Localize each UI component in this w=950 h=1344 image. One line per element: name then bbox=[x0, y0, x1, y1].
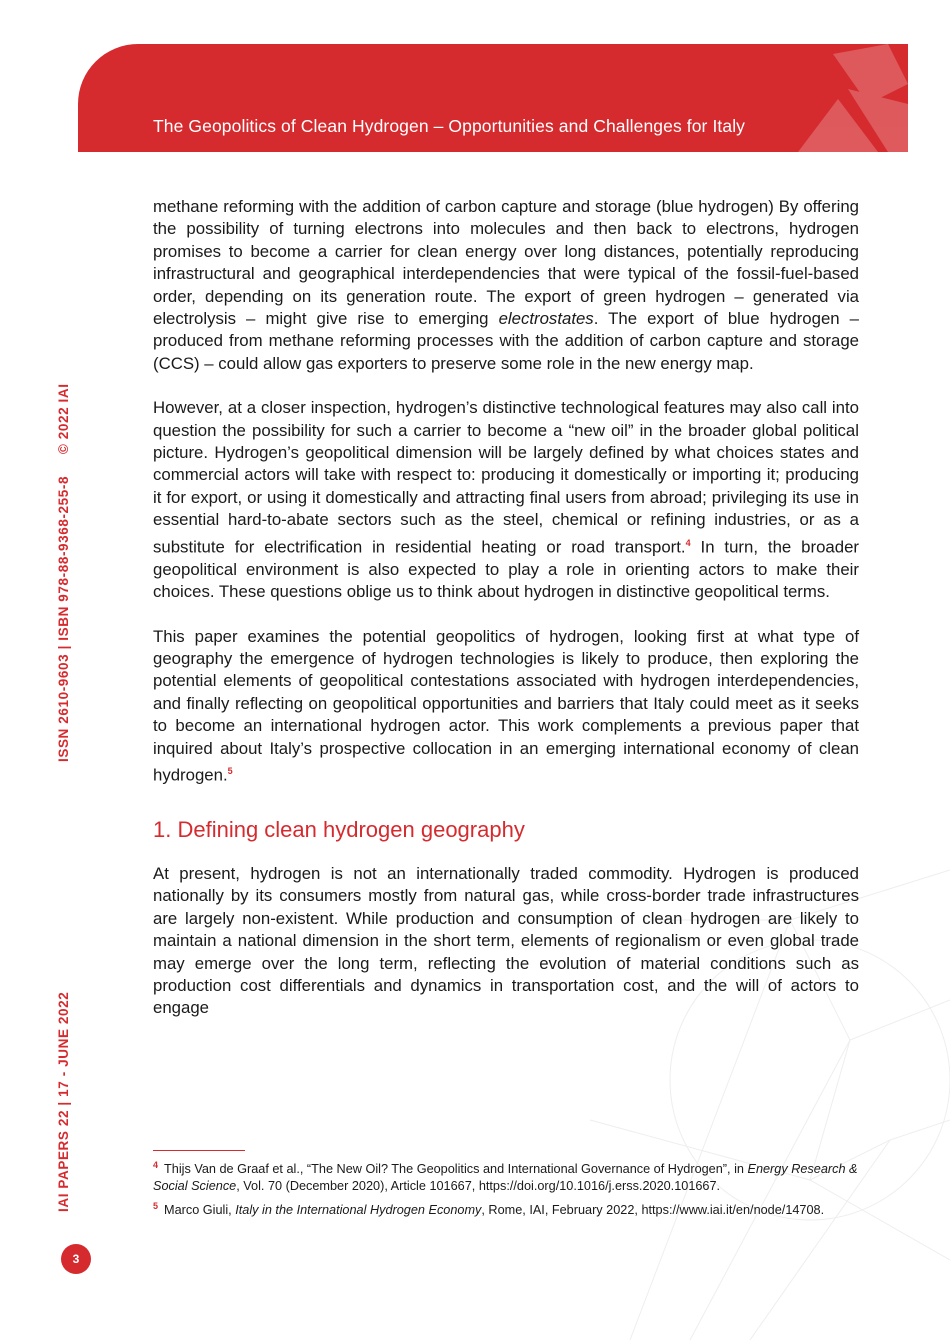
main-content bbox=[153, 196, 859, 1042]
paragraph: However, at a closer inspection, hydrogen’s distinctive technological features may also call into question the possibility for such a carrier to become a “new oil” in the broader global political picture. Hydrogen’s geopolitical dimension will be largely defined by what choices states and commercial actors will take with respect to: producing it domestically or importing it; producing it for export, or using it domestically and attracting final users from abroad; privileging its use in essential hard-to-abate sectors such as the steel, chemical or refining industries, or as a substitute for electrification in residential heating or road transport.$^4$ In turn, the broader geopolitical environment is also expected to play a role in orienting actors to make their choices. These questions oblige us to think about hydrogen in distinctive geopolitical terms. bbox=[153, 398, 859, 602]
series-info: IAI PAPERS 22 | 17 - JUNE 2022 bbox=[56, 991, 71, 1212]
page-number: 3 bbox=[61, 1244, 91, 1274]
section-heading: 1. Defining clean hydrogen geography bbox=[153, 816, 525, 842]
footnote-divider bbox=[153, 1150, 245, 1151]
footnote: $^5$ Marco Giuli, Italy in the International Hydrogen Economy, Rome, IAI, February 2022, https://www.iai.it/en/node/14708. bbox=[153, 1201, 825, 1218]
running-title: The Geopolitics of Clean Hydrogen – Opportunities and Challenges for Italy bbox=[153, 116, 746, 136]
paragraph: At present, hydrogen is not an internationally traded commodity. Hydrogen is produced nationally by its consumers mostly from natural gas, while cross-border trade infrastructures are largely non-existent. While production and consumption of clean hydrogen are likely to maintain a national dimension in the short term, elements of regionalism or even global trade may emerge over the long term, reflecting the evolution of material conditions such as production cost differentials and dynamics in transportation cost, and the will of actors to engage bbox=[153, 863, 859, 1018]
footnote-ref[interactable]: 5 bbox=[227, 765, 233, 776]
publication-identifiers: ISSN 2610-9603 | ISBN 978-88-9368-255-8 © 2022 IAI bbox=[56, 383, 71, 762]
paragraph: This paper examines the potential geopolitics of hydrogen, looking first at what type of geography the emergence of hydrogen technologies is likely to produce, then exploring the potential elements of geopolitical contestations associated with hydrogen interdependencies, and finally reflecting on geopolitical opportunities and barriers that Italy could meet as it seeks to become an international hydrogen actor. This work complements a previous paper that inquired about Italy’s prospective collocation in an emerging international economy of clean hydrogen.$^5$ bbox=[153, 626, 859, 785]
footnotes bbox=[153, 1150, 859, 1223]
paragraph: methane reforming with the addition of carbon capture and storage (blue hydrogen) By offering the possibility of turning electrons into molecules and then back to electrons, hydrogen promises to become a carrier for clean energy over long distances, potentially reproducing infrastructural and geographical interdependencies that were typical of the fossil-fuel-based order, depending on its generation route. The export of green hydrogen – generated via electrolysis – might give rise to emerging electrostates. The export of blue hydrogen – produced from methane reforming processes with the addition of carbon capture and storage (CCS) – could allow gas exporters to preserve some role in the new energy map. bbox=[153, 197, 859, 373]
footnote-ref[interactable]: 4 bbox=[685, 537, 691, 548]
footnote: $^4$ Thijs Van de Graaf et al., “The New Oil? The Geopolitics and International Governance of Hydrogen”, in Energy Research & Social Science, Vol. 70 (December 2020), Article 101667, https://doi.org/10.1016/j.erss.2020.101667. bbox=[153, 1160, 858, 1193]
